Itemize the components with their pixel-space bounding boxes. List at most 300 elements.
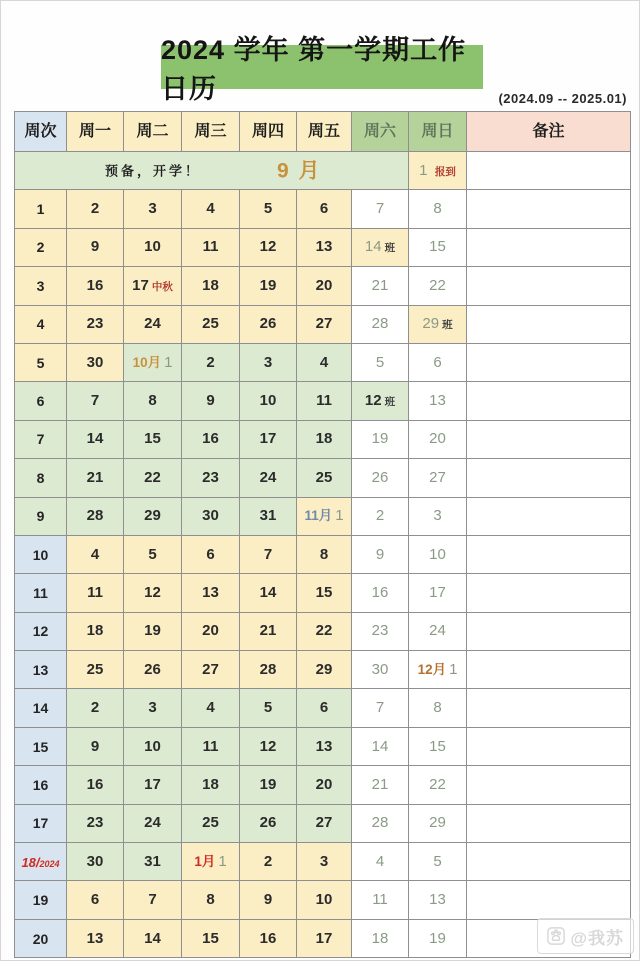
day-number: 13 [429, 392, 446, 410]
day-number: 24 [144, 315, 161, 333]
day-cell [67, 727, 124, 765]
day-cell [240, 382, 297, 420]
remarks-cell [467, 612, 631, 650]
day-cell [67, 766, 124, 804]
calendar-table [14, 111, 631, 958]
day-number: 7 [90, 392, 100, 410]
day-number: 11 [202, 238, 219, 256]
day-number: 18 [315, 430, 333, 448]
day-cell [182, 382, 240, 420]
day-number: 16 [86, 775, 104, 793]
day-cell [409, 612, 467, 650]
header-thursday: 周四 [240, 112, 297, 152]
day-cell [352, 766, 409, 804]
day-cell [182, 919, 240, 957]
day-number: 30 [86, 852, 104, 870]
day-cell [124, 382, 182, 420]
day-number: 5 [375, 353, 385, 371]
day-number: 5 [148, 545, 157, 563]
day-cell [124, 459, 182, 497]
day-cell [409, 190, 467, 228]
day-number: 12 [259, 737, 277, 755]
day-cell [409, 459, 467, 497]
day-number: 5 [263, 699, 273, 717]
paw-icon [547, 927, 565, 945]
day-cell: 1月 1 [182, 843, 240, 881]
day-cell [240, 651, 297, 689]
day-number: 25 [86, 660, 104, 678]
header-saturday: 周六 [352, 112, 409, 152]
day-number: 15 [429, 238, 446, 256]
week-number-cell: 2 [15, 228, 67, 266]
day-cell [352, 804, 409, 842]
day-cell [352, 497, 409, 535]
day-number: 25 [202, 814, 219, 832]
day-number: 24 [144, 814, 161, 832]
day-number: 9 [263, 891, 273, 909]
day-number: 6 [433, 353, 442, 371]
day-cell [297, 420, 352, 458]
day-number: 29 [144, 507, 161, 525]
day-cell: 12 班 [352, 382, 409, 420]
month-label-september: 9 月 [277, 159, 322, 183]
day-cell [240, 305, 297, 343]
day-cell [352, 343, 409, 381]
day-cell [182, 228, 240, 266]
day-number: 8 [433, 699, 442, 717]
day-number: 28 [371, 315, 389, 333]
day-number: 27 [429, 468, 446, 486]
header-monday: 周一 [67, 112, 124, 152]
day-cell [67, 535, 124, 573]
watermark-text: @我苏 [570, 928, 624, 948]
header-wednesday: 周三 [182, 112, 240, 152]
day-number: 16 [202, 430, 219, 448]
header-week-number: 周次 [15, 112, 67, 152]
day-number: 16 [371, 583, 389, 601]
week-number-cell: 18/2024 [15, 843, 67, 881]
day-number: 2 [206, 353, 215, 371]
day-cell [124, 305, 182, 343]
day-number: 10 [429, 545, 446, 563]
day-cell [409, 497, 467, 535]
day-number: 3 [319, 852, 329, 870]
day-cell [182, 804, 240, 842]
day-number: 18 [202, 775, 219, 793]
day-number: 15 [202, 929, 219, 947]
remarks-cell [467, 305, 631, 343]
month-banner-row [15, 152, 631, 190]
day-cell [352, 727, 409, 765]
week-number-cell: 4 [15, 305, 67, 343]
week-number-cell: 9 [15, 497, 67, 535]
day-number: 29 [422, 315, 440, 333]
remarks-cell [467, 766, 631, 804]
day-cell [240, 881, 297, 919]
day-number: 14 [259, 583, 277, 601]
week-number-cell: 6 [15, 382, 67, 420]
day-cell [182, 535, 240, 573]
day-cell [352, 919, 409, 957]
day-number: 22 [429, 276, 446, 294]
day-number: 20 [315, 276, 333, 294]
day-number: 7 [263, 545, 273, 563]
day-cell [240, 843, 297, 881]
day-cell [297, 267, 352, 305]
day-number: 27 [315, 814, 333, 832]
week-number-cell: 20 [15, 919, 67, 957]
day-cell [124, 535, 182, 573]
day-cell [409, 574, 467, 612]
day-cell [67, 190, 124, 228]
day-number: 17 [259, 430, 277, 448]
day-cell [67, 382, 124, 420]
day-cell [67, 420, 124, 458]
day-number: 4 [319, 353, 329, 371]
day-number: 13 [429, 891, 446, 909]
week-number-cell: 8 [15, 459, 67, 497]
day-number: 2 [263, 852, 273, 870]
remarks-cell [467, 727, 631, 765]
day-number: 22 [144, 468, 161, 486]
day-number: 29 [315, 660, 333, 678]
week-row [15, 190, 631, 228]
week-row [15, 382, 631, 420]
day-cell [67, 843, 124, 881]
day-number: 19 [429, 929, 446, 947]
day-cell [297, 919, 352, 957]
day-cell [240, 420, 297, 458]
day-number: 9 [206, 392, 215, 410]
day-number: 21 [371, 276, 389, 294]
day-number: 6 [319, 699, 329, 717]
day-number: 7 [375, 699, 385, 717]
date-range: (2024.09 -- 2025.01) [498, 91, 627, 106]
week-row [15, 843, 631, 881]
day-number: 10 [144, 238, 161, 256]
day-cell [240, 804, 297, 842]
day-number: 19 [259, 775, 277, 793]
day-cell [124, 420, 182, 458]
day-number: 21 [86, 468, 104, 486]
day-cell [67, 459, 124, 497]
day-cell [352, 535, 409, 573]
day-number: 21 [259, 622, 277, 640]
day-cell [67, 228, 124, 266]
day-cell [352, 881, 409, 919]
day-cell: 14 班 [352, 228, 409, 266]
day-cell [67, 689, 124, 727]
day-cell [297, 727, 352, 765]
day-cell [124, 919, 182, 957]
day-number: 1 [449, 660, 458, 678]
day-cell [352, 420, 409, 458]
day-cell [240, 497, 297, 535]
day-cell [182, 267, 240, 305]
week-row [15, 305, 631, 343]
day-cell [67, 343, 124, 381]
day-number: 18 [86, 622, 104, 640]
day-cell [240, 689, 297, 727]
day-cell: 10月 1 [124, 343, 182, 381]
day-number: 3 [148, 699, 157, 717]
day-cell [124, 497, 182, 535]
sep1-report-cell [409, 152, 467, 190]
week-number-cell: 3 [15, 267, 67, 305]
day-number: 14 [86, 430, 104, 448]
remarks-cell [467, 267, 631, 305]
week-number-cell: 13 [15, 651, 67, 689]
day-cell [409, 919, 467, 957]
day-cell [352, 305, 409, 343]
day-number: 3 [433, 507, 442, 525]
day-number: 4 [206, 699, 215, 717]
day-number: 13 [202, 583, 219, 601]
day-cell [352, 267, 409, 305]
day-number: 6 [206, 545, 215, 563]
day-number: 8 [319, 545, 329, 563]
remarks-cell [467, 535, 631, 573]
remarks-cell [467, 651, 631, 689]
week-row [15, 420, 631, 458]
week-row [15, 574, 631, 612]
watermark [537, 918, 634, 954]
remarks-cell [467, 689, 631, 727]
remarks-cell [467, 804, 631, 842]
week-number-cell: 14 [15, 689, 67, 727]
week-number-cell: 5 [15, 343, 67, 381]
remarks-cell [467, 420, 631, 458]
day-number: 9 [375, 545, 385, 563]
day-number: 27 [315, 315, 333, 333]
day-number: 15 [315, 583, 333, 601]
day-cell [297, 228, 352, 266]
day-number: 5 [263, 200, 273, 218]
day-cell [352, 843, 409, 881]
day-number: 8 [433, 200, 442, 218]
day-cell [409, 881, 467, 919]
day-number: 11 [202, 737, 219, 755]
day-number: 11 [372, 891, 388, 909]
remarks-cell [467, 459, 631, 497]
day-cell [124, 804, 182, 842]
day-number: 1 [335, 507, 344, 525]
day-cell [182, 305, 240, 343]
day-cell [240, 459, 297, 497]
day-cell [409, 843, 467, 881]
day-cell [67, 919, 124, 957]
day-cell: 17 中秋 [124, 267, 182, 305]
day-cell [352, 651, 409, 689]
week-row [15, 881, 631, 919]
day-number: 17 [429, 583, 446, 601]
day-number: 3 [263, 353, 273, 371]
week-number-cell: 19 [15, 881, 67, 919]
day-cell [67, 267, 124, 305]
day-cell [240, 766, 297, 804]
remarks-cell [467, 190, 631, 228]
day-cell [182, 574, 240, 612]
day-number: 29 [429, 814, 446, 832]
day-number: 6 [90, 891, 100, 909]
day-cell: 11月 1 [297, 497, 352, 535]
day-cell [297, 881, 352, 919]
day-number: 1 [164, 353, 173, 371]
day-cell [240, 535, 297, 573]
week-row [15, 612, 631, 650]
header-sunday: 周日 [409, 112, 467, 152]
day-number: 23 [86, 814, 104, 832]
day-cell [182, 727, 240, 765]
day-cell [297, 612, 352, 650]
day-number: 14 [144, 929, 161, 947]
day-cell [182, 881, 240, 919]
day-number: 1 [419, 161, 428, 179]
day-cell [182, 612, 240, 650]
day-number: 31 [144, 852, 161, 870]
day-cell [124, 612, 182, 650]
day-cell [182, 420, 240, 458]
day-number: 10 [315, 891, 333, 909]
calendar-body [15, 152, 631, 958]
week-number-cell: 12 [15, 612, 67, 650]
remarks-cell [467, 497, 631, 535]
day-number: 18 [371, 929, 389, 947]
day-cell [297, 574, 352, 612]
day-cell [182, 459, 240, 497]
day-cell [182, 343, 240, 381]
week-number-cell: 16 [15, 766, 67, 804]
day-number: 27 [202, 660, 219, 678]
day-number: 6 [319, 200, 329, 218]
day-cell [124, 727, 182, 765]
day-cell [240, 612, 297, 650]
day-number: 22 [315, 622, 333, 640]
week-row [15, 689, 631, 727]
remarks-cell [467, 382, 631, 420]
day-cell [67, 804, 124, 842]
day-number: 10 [259, 392, 277, 410]
remarks-cell [467, 228, 631, 266]
day-number: 17 [144, 775, 161, 793]
day-cell [67, 497, 124, 535]
day-number: 31 [259, 507, 277, 525]
day-number: 5 [433, 852, 442, 870]
day-number: 26 [144, 660, 161, 678]
day-number: 26 [259, 315, 277, 333]
day-number: 20 [429, 430, 446, 448]
remarks-cell [467, 152, 631, 190]
day-number: 7 [148, 891, 157, 909]
day-number: 24 [259, 468, 277, 486]
day-number: 23 [86, 315, 104, 333]
day-number: 11 [316, 392, 332, 410]
day-cell [297, 343, 352, 381]
day-cell [352, 689, 409, 727]
day-cell [352, 190, 409, 228]
handwritten-note: 预备，开学！ [105, 163, 202, 179]
day-number: 9 [90, 238, 100, 256]
day-cell [409, 228, 467, 266]
day-number: 12 [259, 238, 277, 256]
day-number: 20 [202, 622, 219, 640]
report-note: 报到 [434, 165, 456, 178]
day-cell [297, 843, 352, 881]
day-cell [409, 766, 467, 804]
remarks-cell [467, 843, 631, 881]
day-cell [67, 574, 124, 612]
day-number: 11 [87, 583, 103, 601]
day-number: 20 [315, 775, 333, 793]
day-cell [182, 497, 240, 535]
day-number: 17 [132, 276, 149, 294]
day-number: 12 [364, 392, 382, 410]
day-cell [409, 727, 467, 765]
day-number: 24 [429, 622, 446, 640]
day-number: 22 [429, 775, 446, 793]
week-row [15, 804, 631, 842]
week-row [15, 343, 631, 381]
day-number: 19 [371, 430, 389, 448]
day-number: 28 [371, 814, 389, 832]
week-row [15, 267, 631, 305]
day-cell [352, 459, 409, 497]
day-number: 8 [148, 392, 157, 410]
week-number-cell: 11 [15, 574, 67, 612]
day-number: 3 [148, 200, 157, 218]
day-number: 21 [371, 775, 389, 793]
day-number: 30 [86, 353, 104, 371]
day-cell [240, 190, 297, 228]
day-number: 9 [90, 737, 100, 755]
day-number: 25 [315, 468, 333, 486]
page-title: 2024 学年 第一学期工作日历 [161, 45, 483, 89]
day-number: 15 [144, 430, 161, 448]
day-cell [297, 190, 352, 228]
week-row [15, 228, 631, 266]
day-cell [297, 689, 352, 727]
day-cell [124, 190, 182, 228]
september-banner-cell [15, 152, 409, 190]
day-cell [409, 382, 467, 420]
week-row [15, 727, 631, 765]
day-cell [240, 727, 297, 765]
remarks-cell [467, 343, 631, 381]
day-number: 2 [90, 699, 100, 717]
week-row [15, 766, 631, 804]
day-cell [67, 651, 124, 689]
day-cell [352, 574, 409, 612]
day-number: 4 [206, 200, 215, 218]
day-number: 14 [364, 238, 382, 256]
day-cell [297, 382, 352, 420]
day-number: 26 [371, 468, 389, 486]
day-cell [409, 804, 467, 842]
day-number: 28 [259, 660, 277, 678]
week-row [15, 651, 631, 689]
day-number: 15 [429, 737, 446, 755]
day-cell [297, 305, 352, 343]
day-cell [124, 689, 182, 727]
day-cell [124, 228, 182, 266]
day-number: 26 [259, 814, 277, 832]
day-cell [409, 267, 467, 305]
day-number: 2 [375, 507, 385, 525]
day-number: 18 [202, 276, 219, 294]
week-number-cell: 7 [15, 420, 67, 458]
day-number: 23 [202, 468, 219, 486]
day-cell [297, 766, 352, 804]
